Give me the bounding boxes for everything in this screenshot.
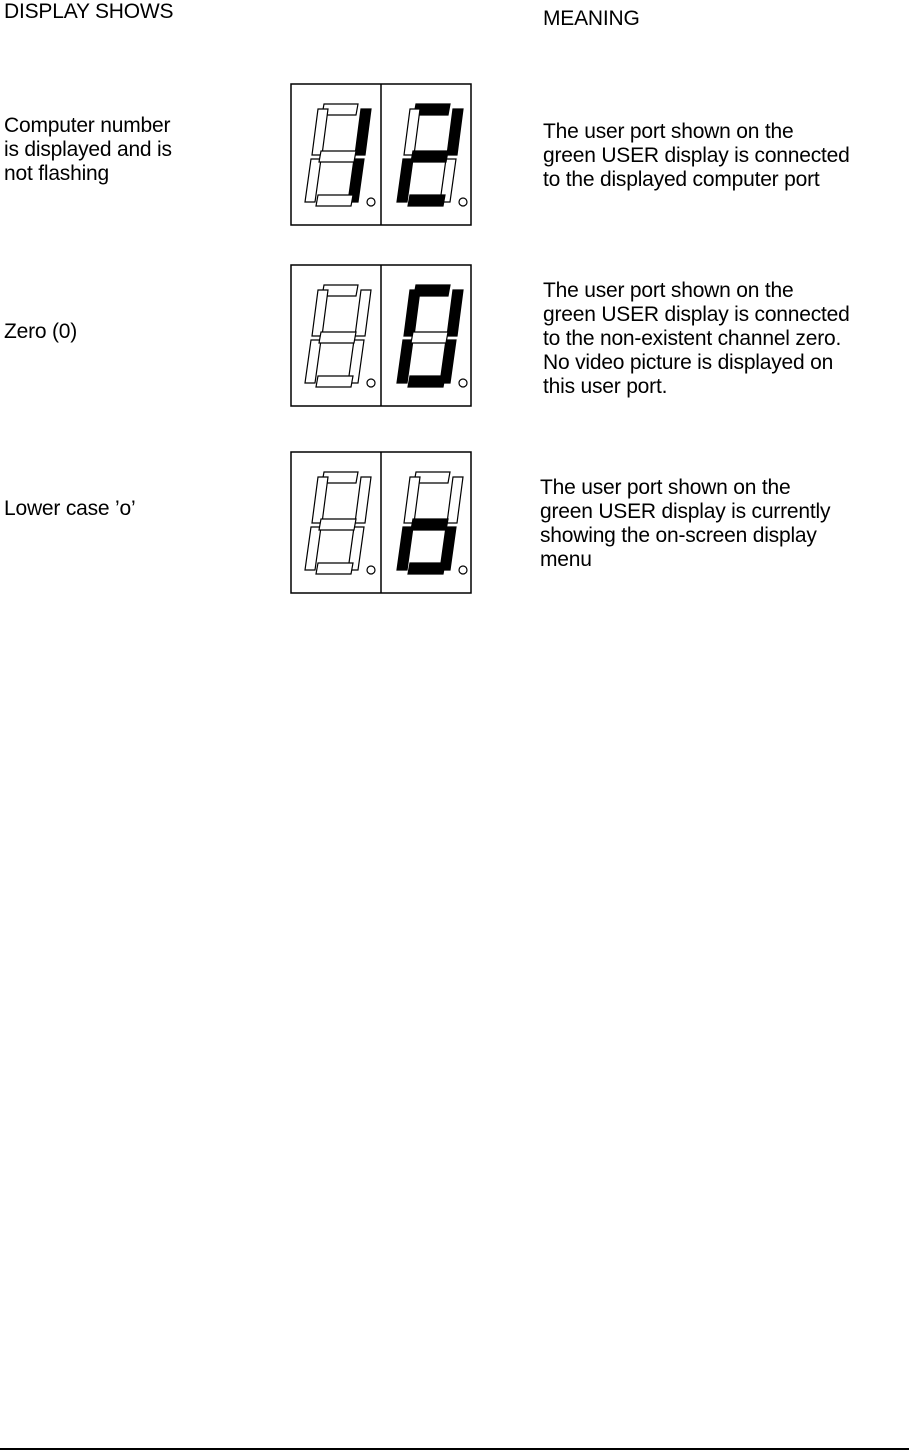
digit xyxy=(397,104,467,206)
segment-d-on xyxy=(408,195,445,206)
segment-b-off xyxy=(355,290,371,336)
footer-rule xyxy=(0,1448,909,1450)
seven-segment-display-graphic xyxy=(290,264,472,407)
decimal-point xyxy=(459,198,467,206)
decimal-point xyxy=(459,379,467,387)
display-condition: Zero (0) xyxy=(4,320,78,343)
segment-f-off xyxy=(312,477,328,523)
segment-g-off xyxy=(319,151,356,162)
digit xyxy=(397,285,467,387)
seven-segment-display-graphic xyxy=(290,83,472,226)
display-condition: Lower case ’o’ xyxy=(4,497,136,520)
segment-f-off xyxy=(312,290,328,336)
segment-d-off xyxy=(316,195,353,206)
segment-f-off xyxy=(404,109,420,155)
digit xyxy=(305,472,375,574)
display-condition: Computer number is displayed and is not flashing xyxy=(4,114,172,185)
segment-d-on xyxy=(408,563,445,574)
segment-f-off xyxy=(404,477,420,523)
column-header-meaning: MEANING xyxy=(543,7,640,30)
digit xyxy=(305,104,375,206)
meaning-text: The user port shown on the green USER display is connected to the non-existent channel zero. No video picture is displayed on this user port. xyxy=(543,279,850,398)
segment-d-on xyxy=(408,376,445,387)
segment-g-off xyxy=(319,519,356,530)
seven-segment-display xyxy=(290,451,472,594)
segment-g-on xyxy=(411,151,448,162)
digit xyxy=(305,285,375,387)
column-header-display-shows: DISPLAY SHOWS xyxy=(4,0,174,23)
segment-g-off xyxy=(411,332,448,343)
seven-segment-display xyxy=(290,83,472,226)
meaning-text: The user port shown on the green USER display is currently showing the on-screen display menu xyxy=(540,476,831,571)
seven-segment-display-graphic xyxy=(290,451,472,594)
segment-f-off xyxy=(312,109,328,155)
seven-segment-display xyxy=(290,264,472,407)
decimal-point xyxy=(367,566,375,574)
segment-b-on xyxy=(447,109,463,155)
decimal-point xyxy=(459,566,467,574)
segment-b-on xyxy=(355,109,371,155)
segment-g-off xyxy=(319,332,356,343)
decimal-point xyxy=(367,198,375,206)
decimal-point xyxy=(367,379,375,387)
segment-f-on xyxy=(404,290,420,336)
segment-b-on xyxy=(447,290,463,336)
meaning-text: The user port shown on the green USER display is connected to the displayed computer port xyxy=(543,120,850,191)
segment-b-off xyxy=(355,477,371,523)
segment-g-on xyxy=(411,519,448,530)
digit xyxy=(397,472,467,574)
segment-d-off xyxy=(316,376,353,387)
segment-b-off xyxy=(447,477,463,523)
segment-d-off xyxy=(316,563,353,574)
